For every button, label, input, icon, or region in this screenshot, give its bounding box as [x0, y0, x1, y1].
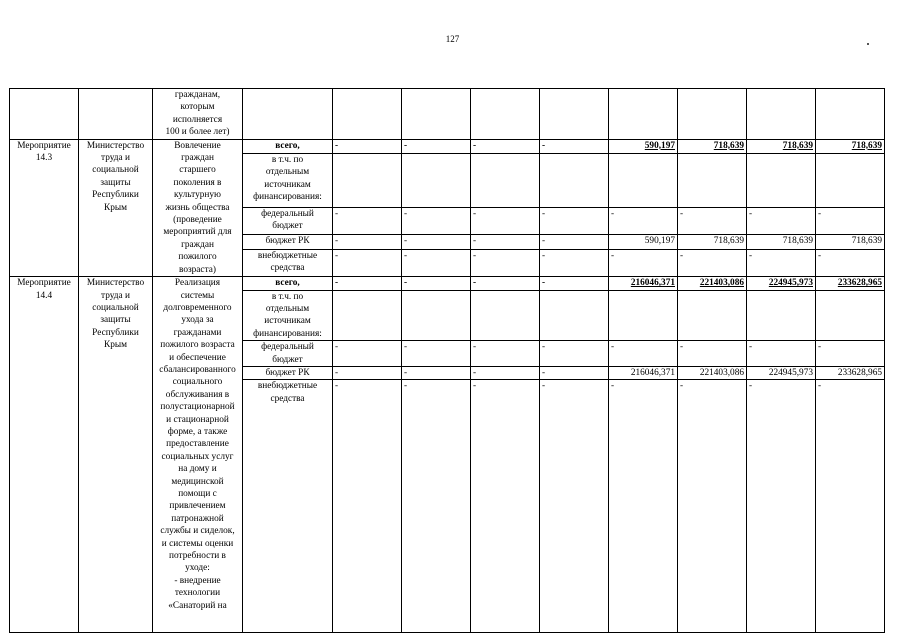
value-cell [402, 153, 471, 207]
value-cell: - [609, 380, 678, 633]
value-cell: 216046,371 [609, 277, 678, 290]
value-cell: - [471, 341, 540, 367]
value-cell: - [471, 207, 540, 234]
value-cell: - [747, 249, 816, 277]
source-label: федеральный бюджет [243, 341, 333, 367]
value-cell: - [816, 249, 885, 277]
value-cell [609, 290, 678, 341]
value-cell: - [471, 277, 540, 290]
description-cell: Реализация системы долговременного ухода за гражданами пожилого возраста и обеспечение сбалансированного социального обслуживания в полустационарной и стационарной форме, а также предоставление социальных услуг на дому и медицинской помощи с привлечением патронажной службы и сиделок, и системы оценки потребности в уходе: - внедрение технологии «Санаторий на [153, 277, 243, 633]
value-cell: - [333, 249, 402, 277]
value-cell [471, 290, 540, 341]
value-cell [333, 290, 402, 341]
executor-cell: Министерство труда и социальной защиты Республики Крым [79, 139, 153, 276]
value-cell [816, 290, 885, 341]
value-cell: - [540, 380, 609, 633]
value-cell: 718,639 [747, 139, 816, 153]
value-cell: - [333, 277, 402, 290]
value-cell: 590,197 [609, 235, 678, 249]
continuation-empty-cell [816, 89, 885, 140]
value-cell [609, 153, 678, 207]
value-cell: - [540, 366, 609, 379]
value-cell: 233628,965 [816, 366, 885, 379]
value-cell: - [678, 380, 747, 633]
value-cell: - [540, 235, 609, 249]
value-cell: - [402, 207, 471, 234]
value-cell [540, 290, 609, 341]
value-cell: - [471, 235, 540, 249]
value-cell: - [402, 235, 471, 249]
value-cell: - [333, 380, 402, 633]
source-label: бюджет РК [243, 366, 333, 379]
continuation-empty-cell [79, 89, 153, 140]
value-cell: 718,639 [678, 139, 747, 153]
value-cell [540, 153, 609, 207]
value-cell [678, 153, 747, 207]
value-cell: - [609, 249, 678, 277]
continuation-empty-cell [609, 89, 678, 140]
source-label: всего, [243, 277, 333, 290]
source-label: в т.ч. по отдельным источникам финансирования: [243, 290, 333, 341]
value-cell: 718,639 [678, 235, 747, 249]
value-cell: - [402, 139, 471, 153]
value-cell: - [747, 341, 816, 367]
funding-table [9, 88, 885, 633]
value-cell: - [609, 207, 678, 234]
value-cell: - [816, 341, 885, 367]
value-cell: 216046,371 [609, 366, 678, 379]
value-cell: 224945,973 [747, 366, 816, 379]
continuation-empty-cell [333, 89, 402, 140]
continuation-empty-cell [471, 89, 540, 140]
continuation-row [10, 89, 885, 140]
value-cell: 221403,086 [678, 277, 747, 290]
value-cell [678, 290, 747, 341]
value-cell: - [402, 249, 471, 277]
continuation-empty-cell [678, 89, 747, 140]
value-cell: - [333, 139, 402, 153]
value-cell: 233628,965 [816, 277, 885, 290]
value-cell: 718,639 [747, 235, 816, 249]
value-cell: - [816, 380, 885, 633]
value-cell: - [402, 380, 471, 633]
value-cell: - [540, 341, 609, 367]
value-cell: - [540, 207, 609, 234]
continuation-empty-cell [540, 89, 609, 140]
source-label: федеральный бюджет [243, 207, 333, 234]
continuation-empty-cell [402, 89, 471, 140]
value-cell: - [747, 207, 816, 234]
continuation-text: гражданам, которым исполняется 100 и более лет) [153, 89, 243, 140]
value-cell: - [402, 366, 471, 379]
source-label: в т.ч. по отдельным источникам финансирования: [243, 153, 333, 207]
value-cell: - [471, 139, 540, 153]
value-cell: - [609, 341, 678, 367]
value-cell [333, 153, 402, 207]
value-cell: 590,197 [609, 139, 678, 153]
value-cell: - [678, 341, 747, 367]
table-row [10, 277, 885, 290]
measure-cell: Мероприятие 14.3 [10, 139, 79, 276]
scan-speck [867, 43, 869, 45]
value-cell [816, 153, 885, 207]
value-cell: - [402, 341, 471, 367]
source-label: внебюджетные средства [243, 249, 333, 277]
continuation-empty-cell [10, 89, 79, 140]
value-cell: - [678, 207, 747, 234]
value-cell: - [471, 249, 540, 277]
value-cell: - [333, 341, 402, 367]
measure-cell: Мероприятие 14.4 [10, 277, 79, 633]
continuation-empty-cell [747, 89, 816, 140]
executor-cell: Министерство труда и социальной защиты Республики Крым [79, 277, 153, 633]
value-cell: - [333, 207, 402, 234]
value-cell: 718,639 [816, 139, 885, 153]
value-cell: - [333, 235, 402, 249]
table-body [10, 89, 885, 633]
value-cell: - [816, 207, 885, 234]
value-cell [747, 153, 816, 207]
source-label: внебюджетные средства [243, 380, 333, 633]
description-cell: Вовлечение граждан старшего поколения в культурную жизнь общества (проведение мероприятий для граждан пожилого возраста) [153, 139, 243, 276]
value-cell [402, 290, 471, 341]
value-cell [471, 153, 540, 207]
value-cell: 718,639 [816, 235, 885, 249]
value-cell: - [471, 380, 540, 633]
value-cell: 221403,086 [678, 366, 747, 379]
value-cell: - [678, 249, 747, 277]
value-cell: - [540, 139, 609, 153]
source-label: бюджет РК [243, 235, 333, 249]
value-cell: - [540, 249, 609, 277]
value-cell: - [402, 277, 471, 290]
value-cell: - [333, 366, 402, 379]
page-number: 127 [445, 34, 460, 44]
value-cell: - [747, 380, 816, 633]
value-cell: 224945,973 [747, 277, 816, 290]
continuation-empty-cell [243, 89, 333, 140]
value-cell: - [540, 277, 609, 290]
value-cell [747, 290, 816, 341]
table-row [10, 139, 885, 153]
source-label: всего, [243, 139, 333, 153]
value-cell: - [471, 366, 540, 379]
